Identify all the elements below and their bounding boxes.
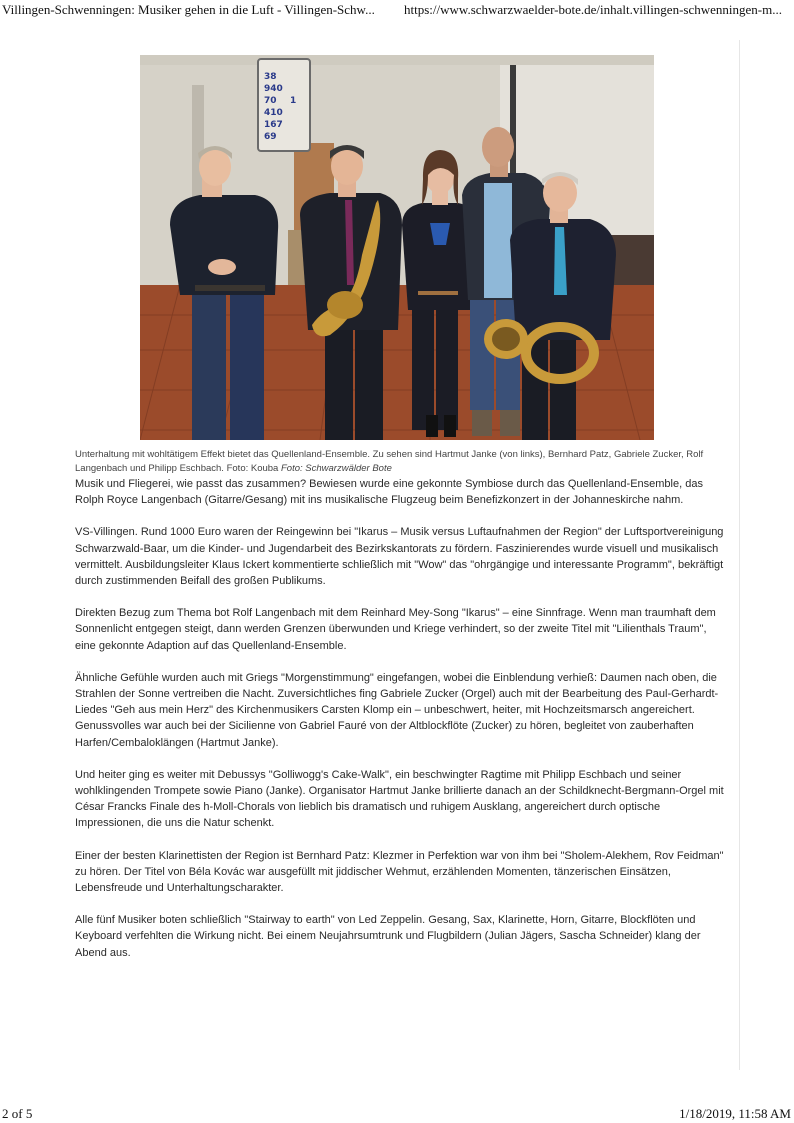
article-paragraph-5: Einer der besten Klarinettisten der Region ist Bernhard Patz: Klezmer in Perfektion war von ihm bei "Sholem-Alekhem, Rov Feidman" zu hören. Der Titel von Béla Kovác war ausgefüllt mit jiddischer Wehmut, erzählenden Momenten, tänzerischen Einsätzen, Lebensfreude und Unterhaltungscharakter. — [75, 849, 724, 895]
caption-text: Unterhaltung mit wohltätigem Effekt bietet das Quellenland-Ensemble. Zu sehen sind Hartmut Janke (von links), Bernhard Patz, Gabriele Zucker, Rolf Langenbach und Philipp Eschbach. Foto: Kouba — [75, 449, 704, 474]
article-body — [75, 476, 725, 977]
caption-credit: Foto: Schwarzwälder Bote — [281, 463, 392, 474]
print-footer — [0, 1106, 794, 1122]
article-lead: Musik und Fliegerei, wie passt das zusammen? Bewiesen wurde eine gekonnte Symbiose durch das Quellenland-Ensemble, das Rolph Royce Langenbach (Gitarre/Gesang) mit ins musikalische Flugzeug beim Benefizkonzert in der Johanneskirche nahm. — [75, 478, 703, 507]
board-side-mark: 1 — [290, 96, 297, 106]
print-header — [0, 2, 794, 18]
print-page-number: 2 of 5 — [2, 1106, 33, 1121]
article-paragraph-3: Ähnliche Gefühle wurden auch mit Griegs "Morgenstimmung" eingefangen, wobei die Einblendung verhieß: Daumen nach oben, die Strahlen der Sonne vertreiben die Nacht. Zuversichtliches fing Gabriele Zucker (Orgel) auch mit der Bearbeitung des Paul-Gerhardt-Liedes "Geh aus mein Herz" des Kirchenmusikers Carsten Klomp ein – unbeschwert, heiter, mit Hochzeitsmarsch angereichert. Genussvolles war auch bei der Sicilienne von Gabriel Fauré von der Altblockflöte (Zucker) zu hören, begleitet von zauberhaften Harfen/Cembaloklängen (Hartmut Janke). — [75, 671, 719, 749]
board-number-6: 69 — [264, 132, 277, 142]
page-divider — [739, 40, 740, 1070]
print-page-url: https://www.schwarzwaelder-bote.de/inhalt.villingen-schwenningen-m... — [404, 2, 782, 17]
print-page-title: Villingen-Schwenningen: Musiker gehen in die Luft - Villingen-Schw... — [2, 2, 375, 17]
article-paragraph-2: Direkten Bezug zum Thema bot Rolf Langenbach mit dem Reinhard Mey-Song "Ikarus" – eine Sinnfrage. Wenn man traumhaft dem Sonnenlicht entgegen steigt, dann werden Grenzen überwunden und Kriege verhindert, so der zweite Titel mit "Lilienthals Traum", eine gekonnte Adaption auf das Quellenland-Ensemble. — [75, 607, 716, 652]
article-photo — [140, 55, 654, 440]
board-number-5: 167 — [264, 120, 283, 130]
board-number-3: 70 — [264, 96, 277, 106]
photo-caption — [75, 448, 725, 476]
board-number-2: 940 — [264, 84, 283, 94]
board-number-1: 38 — [264, 72, 277, 82]
article-paragraph-4: Und heiter ging es weiter mit Debussys "Golliwogg's Cake-Walk", ein beschwingter Ragtime mit Philipp Eschbach und seiner wohlklingenden Trompete sowie Piano (Janke). Organisator Hartmut Janke brillierte danach an der Schildknecht-Bergmann-Orgel mit César Francks Finale des h-Moll-Chorals von lieblich bis dramatisch und ruhigem Ausklang, angereichert durch optische Impressionen, die uns die Natur schenkt. — [75, 768, 724, 830]
article-paragraph-6: Alle fünf Musiker boten schließlich "Stairway to earth" von Led Zeppelin. Gesang, Sax, Klarinette, Horn, Gitarre, Blockflöten und Keyboard verfehlten die Wirkung nicht. Bei einem Neujahrsumtrunk und Flugbildern (Julian Jägers, Sascha Schneider) klang der Abend aus. — [75, 914, 701, 959]
print-date: 1/18/2019, 11:58 AM — [679, 1106, 791, 1121]
article-paragraph-1: VS-Villingen. Rund 1000 Euro waren der Reingewinn bei "Ikarus – Musik versus Luftaufnahmen der Region" der Luftsportvereinigung Schwarzwald-Baar, um die Kinder- und Jugendarbeit des Bezirkskantorats zu fördern. Faszinierendes wurde visuell und musikalisch vermittelt. Ausbildungsleiter Klaus Ickert kommentierte schließlich mit "Wow" das "ohrgängige und interessante Programm", bekräftigt durch zustimmenden Beifall des großen Publikums. — [75, 526, 724, 588]
board-number-4: 410 — [264, 108, 283, 118]
